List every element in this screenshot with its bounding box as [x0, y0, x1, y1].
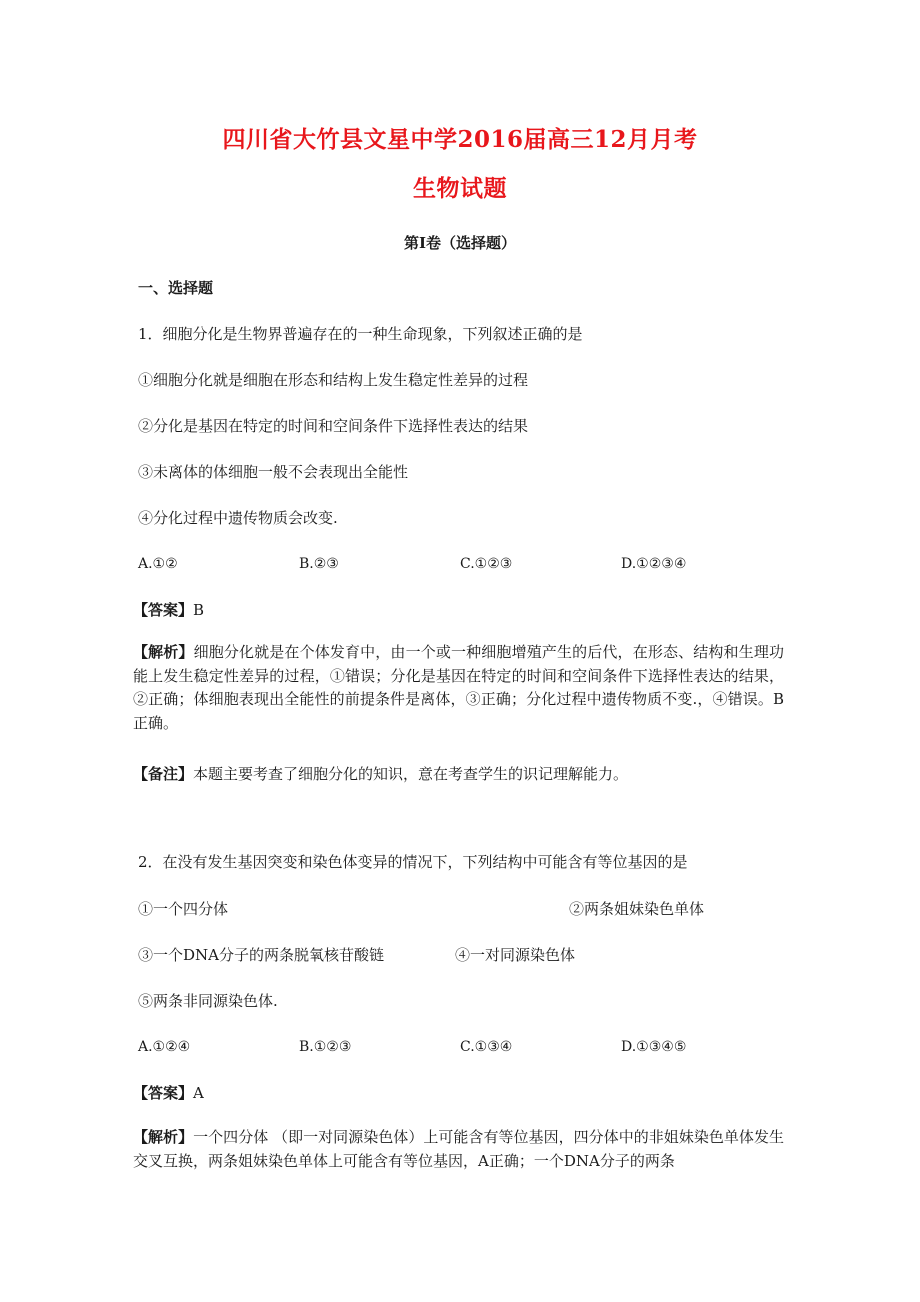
note-label: 【备注】	[133, 765, 194, 783]
document-title: 四川省大竹县文星中学2016届高三12月月考	[222, 126, 698, 153]
option-b: B.①②③	[299, 1039, 352, 1055]
statement-item: ①一个四分体	[138, 900, 229, 918]
analysis-text: 细胞分化就是在个体发育中，由一个或一种细胞增殖产生的后代，在形态、结构和生理功能上发生稳定性差异的过程，①错误；分化是基因在特定的时间和空间条件下选择性表达的结果，②正确；体细胞表现出全能性的前提条件是离体，③正确；分化过程中遗传物质不变.，④错误。B正确。	[133, 643, 784, 732]
note-text: 本题主要考查了细胞分化的知识，意在考查学生的识记理解能力。	[193, 765, 629, 783]
statement-item: ④分化过程中遗传物质会改变.	[138, 509, 338, 527]
answer-label: 【答案】	[133, 1084, 194, 1102]
option-c: C.①③④	[460, 1039, 513, 1055]
answer-value: A	[193, 1084, 204, 1102]
volume-heading: 第Ⅰ卷（选择题）	[403, 234, 517, 252]
statement-item: ⑤两条非同源染色体.	[138, 992, 278, 1010]
statement-item: ②两条姐妹染色单体	[569, 900, 705, 918]
note-line	[133, 763, 628, 785]
answer-label: 【答案】	[133, 601, 194, 619]
question-stem: 1．细胞分化是生物界普遍存在的一种生命现象，下列叙述正确的是	[138, 325, 583, 343]
analysis-paragraph	[133, 641, 784, 735]
document-subtitle: 生物试题	[413, 175, 507, 202]
section-heading: 一、选择题	[138, 279, 214, 297]
answer-line	[133, 1082, 204, 1104]
statement-item: ②分化是基因在特定的时间和空间条件下选择性表达的结果	[138, 417, 529, 435]
question-stem: 2．在没有发生基因突变和染色体变异的情况下，下列结构中可能含有等位基因的是	[138, 853, 688, 871]
statement-item: ①细胞分化就是细胞在形态和结构上发生稳定性差异的过程	[138, 371, 529, 389]
option-d: D.①③④⑤	[621, 1039, 687, 1055]
analysis-text: 一个四分体 （即一对同源染色体）上可能含有等位基因，四分体中的非姐妹染色单体发生交叉互换，两条姐妹染色单体上可能含有等位基因，A正确；一个DNA分子的两条	[133, 1128, 784, 1170]
option-a: A.①②④	[138, 1039, 191, 1055]
option-a: A.①②	[138, 556, 178, 572]
answer-line	[133, 599, 204, 621]
analysis-label: 【解析】	[133, 643, 194, 661]
option-d: D.①②③④	[621, 556, 687, 572]
statement-item: ④一对同源染色体	[455, 946, 576, 964]
statement-item: ③未离体的体细胞一般不会表现出全能性	[138, 463, 409, 481]
option-b: B.②③	[299, 556, 339, 572]
answer-value: B	[193, 601, 205, 619]
statement-item: ③一个DNA分子的两条脱氧核苷酸链	[138, 946, 384, 964]
analysis-label: 【解析】	[133, 1128, 194, 1146]
option-c: C.①②③	[460, 556, 513, 572]
analysis-paragraph	[133, 1126, 784, 1173]
